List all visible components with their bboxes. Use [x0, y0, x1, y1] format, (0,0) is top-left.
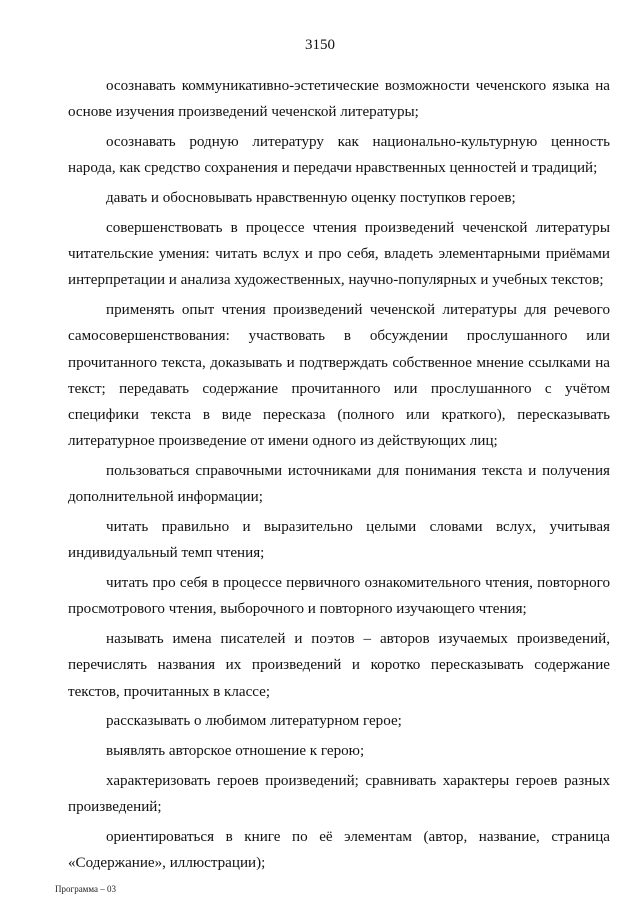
- paragraph: читать про себя в процессе первичного ознакомительного чтения, повторного просмотрового чтения, выборочного и повторного изучающего чтения;: [68, 575, 610, 618]
- paragraph: читать правильно и выразительно целыми словами вслух, учитывая индивидуальный темп чтения;: [68, 519, 610, 562]
- paragraph: ориентироваться в книге по её элементам (автор, название, страница «Содержание», иллюстрации);: [68, 828, 610, 871]
- paragraph: рассказывать о любимом литературном герое;: [106, 713, 402, 730]
- document-body: [68, 73, 610, 880]
- paragraph: пользоваться справочными источниками для понимания текста и получения дополнительной информации;: [68, 463, 610, 506]
- page-number: 3150: [305, 37, 335, 53]
- paragraph: осознавать родную литературу как национально-культурную ценность народа, как средство сохранения и передачи нравственных ценностей и традиций;: [68, 133, 610, 177]
- paragraph: применять опыт чтения произведений чеченской литературы для речевого самосовершенствования: участвовать в обсуждении прослушанного или прочитанного текста, доказывать и подтверждать собственное мнение ссылками на текст; передавать содержание прочитанного или прослушанного с учётом специфики текста в виде пересказа (полного или краткого), пересказывать литературное произведение от имени одного из действующих лиц;: [68, 301, 610, 450]
- paragraph: характеризовать героев произведений; сравнивать характеры героев разных произведений;: [68, 772, 610, 816]
- paragraph: давать и обосновывать нравственную оценку поступков героев;: [106, 189, 516, 206]
- paragraph: осознавать коммуникативно-эстетические возможности чеченского языка на основе изучения произведений чеченской литературы;: [68, 78, 610, 121]
- paragraph: называть имена писателей и поэтов – авторов изучаемых произведений, перечислять названия их произведений и коротко пересказывать содержание текстов, прочитанных в классе;: [68, 631, 610, 700]
- footer-label: Программа – 03: [55, 884, 117, 894]
- paragraph: выявлять авторское отношение к герою;: [106, 743, 365, 760]
- paragraph: совершенствовать в процессе чтения произведений чеченской литературы читательские умения: читать вслух и про себя, владеть элементарными приёмами интерпретации и анализа художественных, научно-популярных и учебных текстов;: [68, 219, 610, 289]
